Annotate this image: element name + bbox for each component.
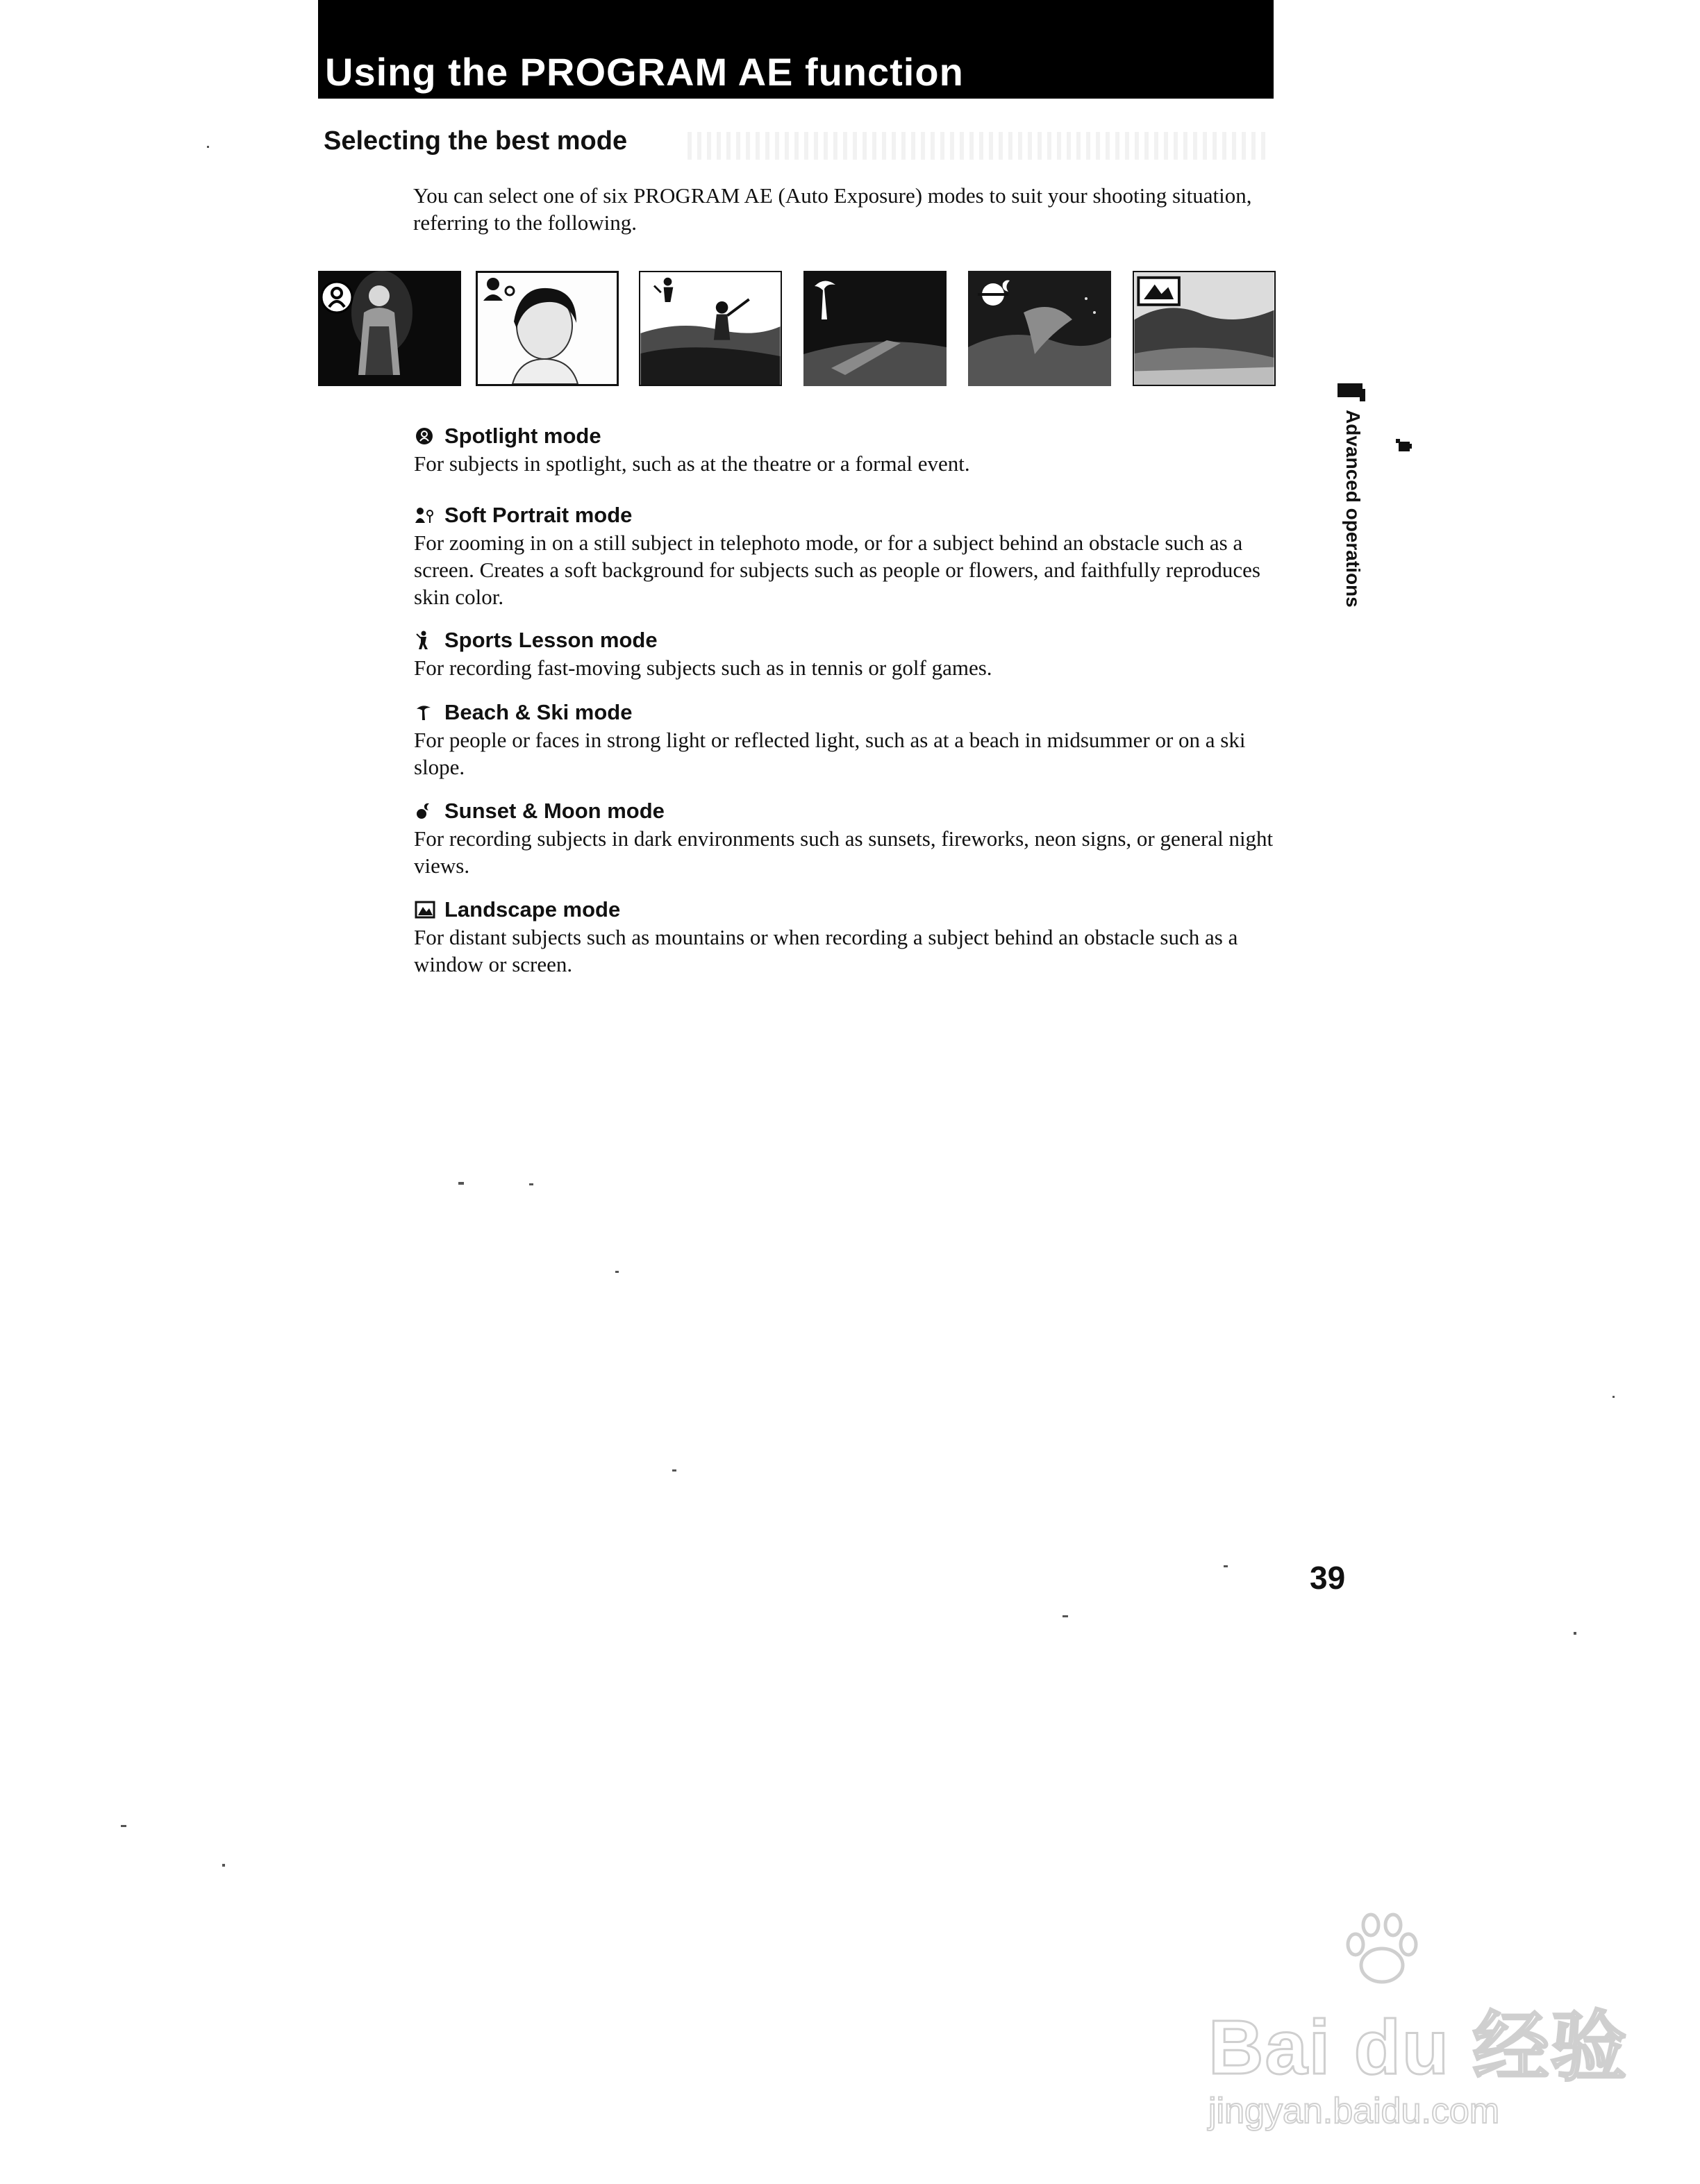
page-title: Using the PROGRAM AE function [325,50,964,94]
soft-portrait-icon [414,505,438,526]
section-heading: Selecting the best mode [324,126,628,156]
page-number: 39 [1310,1560,1346,1596]
scan-speck [222,1864,225,1867]
mode-title-sunset-moon: Sunset & Moon mode [444,799,665,823]
sunset-moon-icon [414,801,438,822]
scan-speck [529,1183,533,1185]
watermark-brand: Bai du 经验 [1208,2005,1628,2090]
landscape-icon [414,899,438,920]
baidu-watermark [1208,1910,1628,2146]
scan-speck [1062,1615,1068,1617]
mode-title-beach-ski: Beach & Ski mode [444,700,633,724]
thumbnail-sports-lesson [639,271,782,386]
scan-speck [207,146,209,148]
mode-sports-lesson [414,626,1275,681]
thumbnail-sunset-moon [968,271,1111,386]
mode-title-landscape: Landscape mode [444,897,621,922]
mode-description-soft-portrait: For zooming in on a still subject in telephoto mode, or for a subject behind an obstacle such as a screen. Creates a soft background for subjects such as people or flowers, and faithfully reproduces skin color. [414,531,1260,609]
mode-title-soft-portrait: Soft Portrait mode [444,503,633,527]
beach-ski-photo [803,271,947,386]
intro-paragraph: You can select one of six PROGRAM AE (Auto Exposure) modes to suit your shooting situation, referring to the following. [413,183,1252,235]
thumbnail-soft-portrait [476,271,619,386]
paw-logo-icon [1340,1910,1424,1993]
mode-title-sports-lesson: Sports Lesson mode [444,628,658,652]
scan-noise [688,132,1271,160]
thumbnail-landscape [1133,271,1276,386]
scan-speck [672,1469,676,1472]
mode-landscape [414,896,1275,978]
mode-spotlight [414,422,1275,477]
scan-speck [615,1271,619,1273]
scan-speck [1574,1632,1576,1635]
beach-ski-icon [414,702,438,723]
mode-beach-ski [414,699,1275,781]
scan-speck [1612,1396,1615,1398]
scan-speck [1224,1565,1228,1567]
sports-lesson-photo [640,272,781,385]
mode-sunset-moon [414,797,1275,879]
spotlight-icon [414,426,438,447]
title-bar [318,0,1274,99]
side-tab-label: Advanced operations [1342,410,1364,608]
landscape-photo [1134,272,1274,385]
soft-portrait-photo [478,273,617,384]
spotlight-photo [318,271,461,386]
mode-description-sports-lesson: For recording fast-moving subjects such as in tennis or golf games. [414,656,992,680]
mode-soft-portrait [414,501,1275,610]
mode-description-sunset-moon: For recording subjects in dark environments such as sunsets, fireworks, neon signs, or general night views. [414,826,1274,878]
mode-description-landscape: For distant subjects such as mountains or when recording a subject behind an obstacle such as a window or screen. [414,925,1238,976]
thumbnail-spotlight [318,271,461,386]
side-tab-marker [1338,383,1362,397]
sports-lesson-icon [414,630,438,651]
mode-description-spotlight: For subjects in spotlight, such as at the theatre or a formal event. [414,451,970,476]
watermark-url: jingyan.baidu.com [1208,2091,1500,2131]
scan-speck [458,1182,464,1185]
thumbnail-beach-ski [803,271,947,386]
side-tab-notch [1360,389,1365,401]
camcorder-icon [1394,437,1412,454]
scan-speck [121,1825,126,1827]
mode-description-beach-ski: For people or faces in strong light or reflected light, such as at a beach in midsummer or on a ski slope. [414,728,1246,779]
sunset-moon-photo [968,271,1111,386]
mode-title-spotlight: Spotlight mode [444,424,601,448]
